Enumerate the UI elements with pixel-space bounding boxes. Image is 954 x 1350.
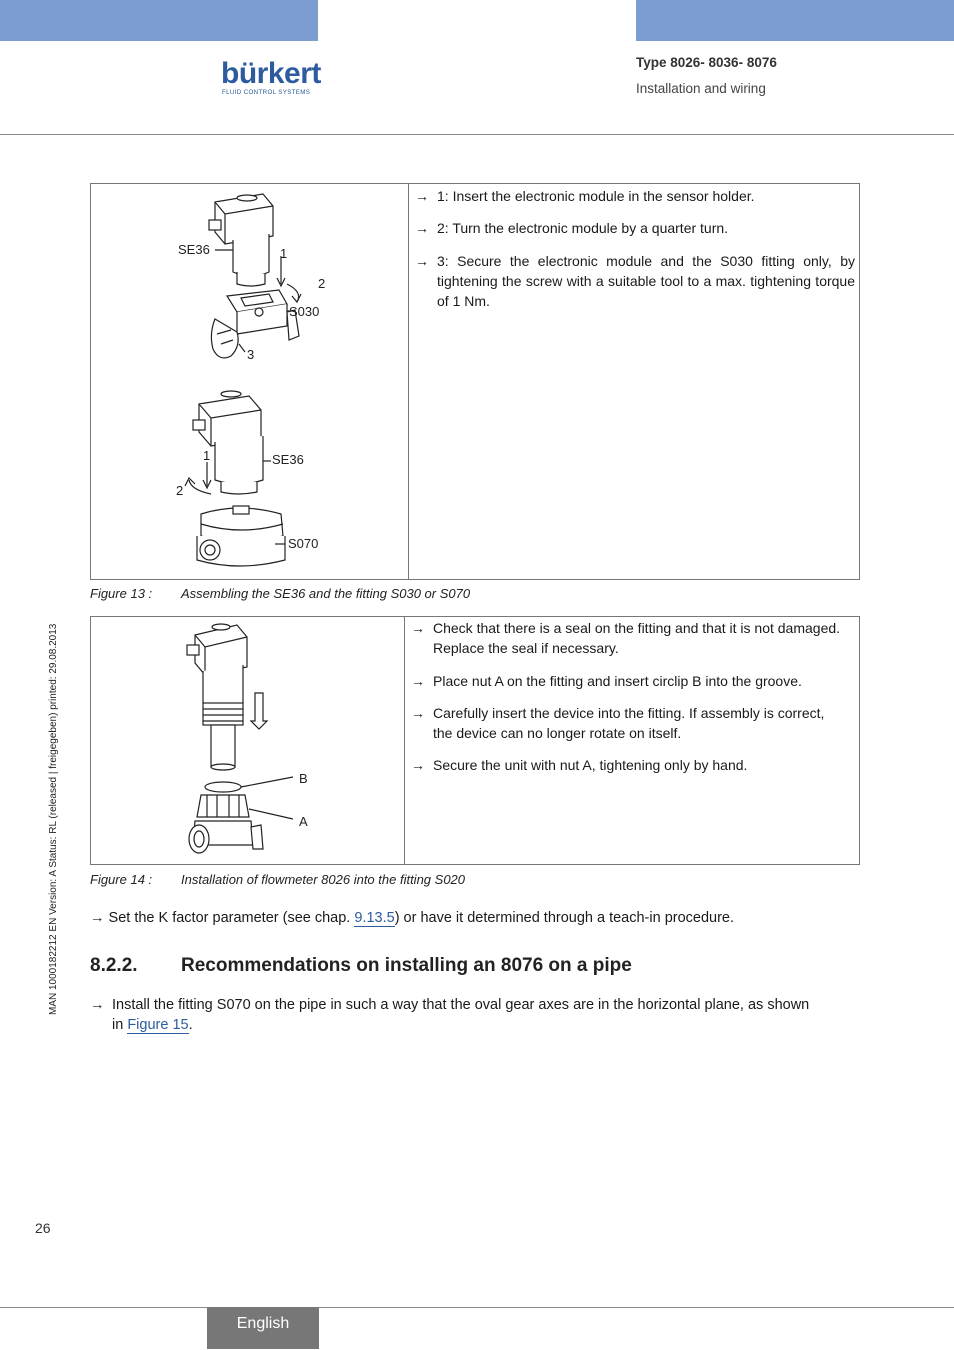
figure-14-divider	[404, 617, 405, 864]
figure-13-panel	[90, 183, 860, 580]
header-rule	[0, 134, 954, 135]
label-1-bottom: 1	[203, 448, 211, 463]
header-bar-right	[636, 0, 954, 41]
fig13-step-3: → 3: Secure the electronic module and the S030 fitting only, by tightening the screw with a suitable tool to a max. tightening torque of 1 Nm.	[415, 253, 855, 309]
header-bar-left	[0, 0, 318, 41]
figure-13-divider	[408, 184, 409, 579]
chapter-link[interactable]: 9.13.5	[354, 910, 395, 926]
document-status-text: MAN 1000182212 EN Version: A Status: RL (released | freigegeben) printed: 29.08.2013	[48, 623, 59, 1015]
label-2-bottom: 2	[176, 483, 184, 498]
flowmeter-s020-illustration	[91, 617, 404, 864]
se36-s030-illustration	[91, 184, 408, 579]
label-1-top: 1	[280, 246, 288, 261]
fig14-step-2: → Place nut A on the fitting and insert circlip B into the groove.	[411, 673, 802, 689]
figure-14-panel	[90, 616, 860, 865]
arrow-icon: →	[411, 620, 425, 636]
figure-15-link[interactable]: Figure 15	[127, 1017, 189, 1033]
label-3: 3	[247, 347, 255, 362]
kfactor-instruction: → Set the K factor parameter (see chap. 9.13.5) or have it determined through a teach-in procedure.	[90, 910, 735, 926]
arrow-icon: →	[411, 757, 425, 773]
label-a: A	[299, 814, 308, 829]
doc-section: Installation and wiring	[636, 81, 766, 96]
label-s070: S070	[288, 536, 319, 551]
fig13-step-2: → 2: Turn the electronic module by a quarter turn.	[415, 220, 729, 236]
fig14-step-3: → Carefully insert the device into the fitting. If assembly is correct, the device can no longer rotate on itself.	[411, 705, 825, 741]
arrow-icon: →	[90, 910, 105, 926]
arrow-icon: →	[415, 188, 429, 204]
arrow-icon: →	[415, 220, 429, 236]
label-b: B	[299, 771, 308, 786]
arrow-icon: →	[411, 705, 425, 721]
fig14-step-1: → Check that there is a seal on the fitting and that it is not damaged. Replace the seal if necessary.	[411, 620, 841, 656]
label-s030: S030	[289, 304, 320, 319]
label-se36-top: SE36	[178, 242, 210, 257]
fig13-step-1: → 1: Insert the electronic module in the sensor holder.	[415, 188, 755, 204]
label-2-top: 2	[318, 276, 326, 291]
arrow-icon: →	[411, 673, 425, 689]
arrow-icon: →	[90, 997, 105, 1013]
burkert-logo: bürkert FLUID CONTROL SYSTEMS	[221, 57, 321, 96]
arrow-icon: →	[415, 253, 429, 269]
install-instruction: → Install the fitting S070 on the pipe in such a way that the oval gear axes are in the horizontal plane, as shown in Figure 15.	[90, 997, 810, 1033]
page-number: 26	[35, 1220, 51, 1236]
language-tab: English	[207, 1307, 319, 1349]
doc-type: Type 8026- 8036- 8076	[636, 55, 777, 70]
label-se36-bottom: SE36	[272, 452, 304, 467]
fig14-step-4: → Secure the unit with nut A, tightening only by hand.	[411, 757, 748, 773]
footer-rule	[0, 1307, 954, 1308]
